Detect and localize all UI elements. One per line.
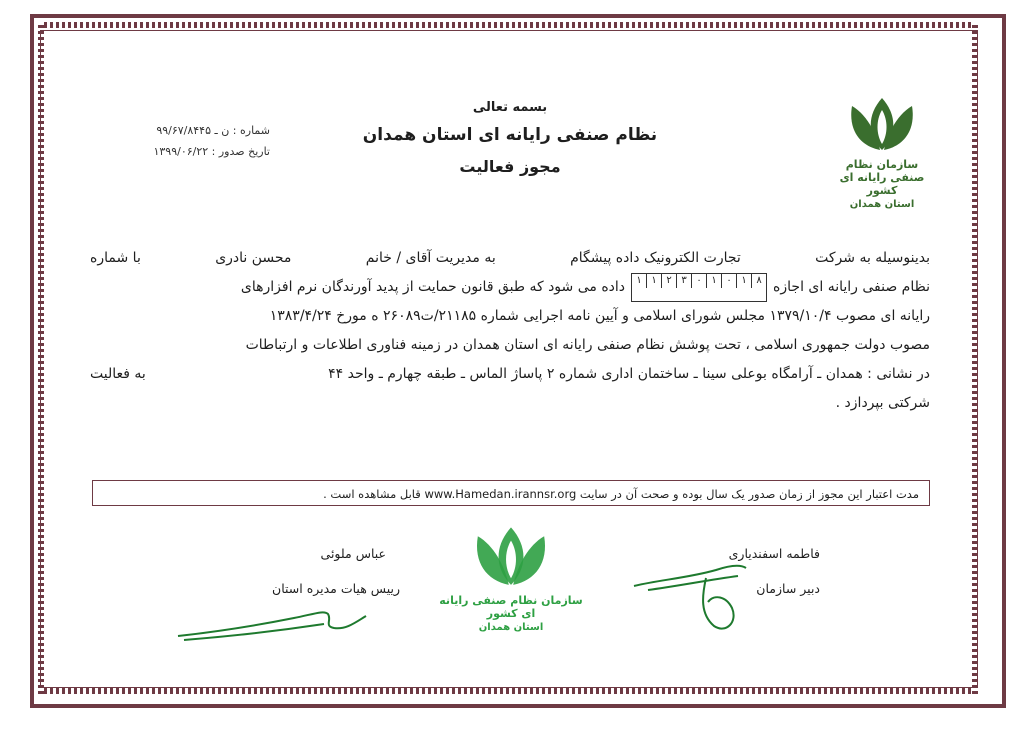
signature-secretary-icon	[628, 556, 758, 636]
secretary-name: فاطمه اسفندیاری	[728, 546, 820, 561]
digit-box: ۸	[756, 275, 762, 286]
digit-box: ۳	[677, 274, 692, 288]
digit-box: ۱	[707, 274, 722, 288]
organization-logo	[832, 92, 932, 210]
body-line-1	[90, 244, 930, 273]
company-address: در نشانی : همدان ـ آرامگاه بوعلی سینا ـ ساختمان اداری شماره ۲ پاساژ الماس ـ طبقه چهارم ـ واحد ۴۴	[328, 366, 930, 382]
digit-box: ۲	[662, 274, 677, 288]
signature-chairman	[200, 546, 400, 596]
stamp-caption: سازمان نظام صنفی رایانه ای کشور	[439, 594, 583, 620]
issue-date: تاریخ صدور : ۱۳۹۹/۰۶/۲۲	[153, 145, 270, 158]
official-stamp	[436, 520, 586, 633]
secretary-title: دبیر سازمان	[756, 581, 820, 596]
text-number-intro: با شماره	[90, 250, 141, 266]
digit-box: ۰	[722, 274, 737, 288]
document-number: شماره : ن ـ ۹۹/۶۷/۸۴۴۵	[156, 124, 270, 137]
stamp-province: استان همدان	[478, 622, 544, 633]
license-number-boxes	[631, 273, 767, 302]
text-company-intro: بدینوسیله به شرکت	[815, 250, 930, 266]
document-title: مجوز فعالیت	[459, 157, 561, 176]
signature-chairman-icon	[174, 596, 374, 646]
license-body	[90, 244, 930, 418]
text-manager-intro: به مدیریت آقای / خانم	[365, 250, 496, 266]
organization-title: نظام صنفی رایانه ای استان همدان	[362, 125, 658, 145]
chairman-name: عباس ملوئی	[320, 546, 386, 561]
body-line-6	[90, 389, 930, 418]
invocation-text: بسمه تعالی	[472, 100, 548, 115]
chairman-title: رییس هیات مدیره استان	[272, 581, 400, 596]
manager-name: محسن نادری	[215, 250, 292, 266]
digit-box: ۱	[632, 274, 647, 288]
border-pattern-bottom	[38, 688, 978, 694]
stamp-leaf-icon	[469, 520, 553, 590]
digit-box: ۱	[737, 274, 752, 288]
text-permission: نظام صنفی رایانه ای اجازه	[773, 279, 930, 295]
digit-box: ۰	[692, 274, 707, 288]
logo-caption: سازمان نظام صنفی رایانه ای کشور	[839, 158, 925, 197]
leaf-logo-icon	[844, 92, 920, 154]
border-pattern-top	[38, 22, 978, 28]
body-line-5	[90, 360, 930, 389]
document-meta	[90, 124, 270, 166]
text-law-reference: داده می شود که طبق قانون حمایت از پدید آورندگان نرم افزارهای	[240, 279, 626, 295]
document-header	[360, 100, 660, 176]
body-line-4	[90, 331, 930, 360]
text-closing: شرکتی بپردازد .	[835, 395, 930, 411]
logo-province: استان همدان	[849, 199, 915, 210]
text-coverage: مصوب دولت جمهوری اسلامی ، تحت پوشش نظام صنفی رایانه ای استان همدان در زمینه فناوری اطلاعات و ارتباطات	[245, 337, 930, 353]
body-line-2	[90, 273, 930, 302]
digit-box: ۱	[647, 274, 662, 288]
company-name: تجارت الکترونیک داده پیشگام	[570, 250, 741, 266]
body-line-3	[90, 302, 930, 331]
validity-note: مدت اعتبار این مجوز از زمان صدور یک سال بوده و صحت آن در سایت www.Hamedan.irannsr.org قابل مشاهده است .	[92, 480, 930, 506]
text-activity: به فعالیت	[90, 366, 146, 382]
text-regulation: رایانه ای مصوب ۱۳۷۹/۱۰/۴ مجلس شورای اسلامی و آیین نامه اجرایی شماره ۲۱۱۸۵/ت۲۶۰۸۹ ه مورخ ۱۳۸۳/۴/۲۴	[269, 308, 930, 324]
